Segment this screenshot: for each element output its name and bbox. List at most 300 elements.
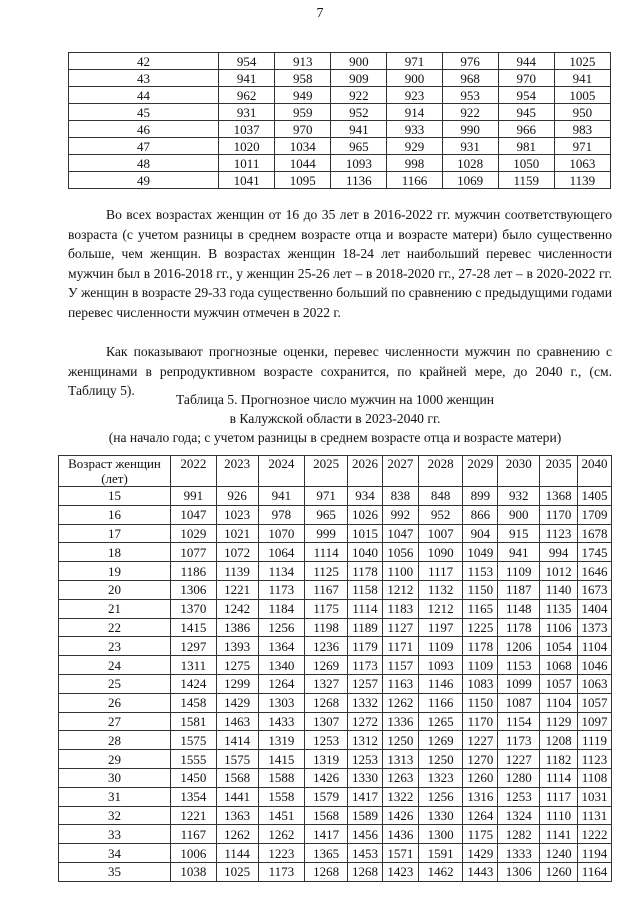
value-cell: 962 — [219, 87, 275, 104]
table-5-header-row — [59, 456, 612, 487]
header-year: 2023 — [216, 456, 258, 487]
age-cell: 35 — [59, 862, 171, 881]
table-row — [59, 844, 612, 863]
value-cell: 1056 — [382, 543, 418, 562]
table-row — [69, 70, 611, 87]
table-row — [59, 487, 612, 506]
value-cell: 1260 — [540, 862, 578, 881]
value-cell: 1453 — [348, 844, 383, 863]
value-cell: 1316 — [463, 787, 498, 806]
value-cell: 1268 — [305, 862, 348, 881]
value-cell: 1240 — [540, 844, 578, 863]
value-cell: 1123 — [577, 750, 611, 769]
table-row — [69, 87, 611, 104]
table-row — [59, 656, 612, 675]
value-cell: 1109 — [418, 637, 463, 656]
value-cell: 1095 — [275, 172, 331, 189]
age-cell: 34 — [59, 844, 171, 863]
table-5-title-line-1: Таблица 5. Прогнозное число мужчин на 1000 женщин — [175, 392, 495, 407]
value-cell: 1012 — [540, 562, 578, 581]
value-cell: 1028 — [442, 155, 498, 172]
value-cell: 914 — [387, 104, 442, 121]
value-cell: 1087 — [498, 693, 540, 712]
value-cell: 1068 — [540, 656, 578, 675]
value-cell: 954 — [498, 87, 554, 104]
value-cell: 1426 — [305, 768, 348, 787]
value-cell: 1443 — [463, 862, 498, 881]
value-cell: 971 — [554, 138, 610, 155]
value-cell: 1189 — [348, 618, 383, 637]
value-cell: 1256 — [258, 618, 305, 637]
value-cell: 929 — [387, 138, 442, 155]
value-cell: 1250 — [418, 750, 463, 769]
value-cell: 1183 — [382, 599, 418, 618]
value-cell: 1365 — [305, 844, 348, 863]
table-row — [59, 543, 612, 562]
value-cell: 1270 — [463, 750, 498, 769]
value-cell: 1011 — [219, 155, 275, 172]
value-cell: 931 — [442, 138, 498, 155]
value-cell: 1313 — [382, 750, 418, 769]
value-cell: 992 — [382, 505, 418, 524]
value-cell: 1044 — [275, 155, 331, 172]
table-row — [59, 731, 612, 750]
value-cell: 1026 — [348, 505, 383, 524]
value-cell: 1131 — [577, 806, 611, 825]
age-cell: 26 — [59, 693, 171, 712]
value-cell: 1280 — [498, 768, 540, 787]
value-cell: 1173 — [258, 862, 305, 881]
value-cell: 970 — [498, 70, 554, 87]
value-cell: 1135 — [540, 599, 578, 618]
value-cell: 1386 — [216, 618, 258, 637]
value-cell: 1253 — [305, 731, 348, 750]
value-cell: 941 — [498, 543, 540, 562]
value-cell: 1148 — [498, 599, 540, 618]
value-cell: 1099 — [498, 674, 540, 693]
value-cell: 1236 — [305, 637, 348, 656]
value-cell: 1154 — [498, 712, 540, 731]
value-cell: 1134 — [258, 562, 305, 581]
value-cell: 1429 — [216, 693, 258, 712]
value-cell: 900 — [331, 53, 387, 70]
value-cell: 999 — [305, 524, 348, 543]
value-cell: 1173 — [498, 731, 540, 750]
age-cell: 29 — [59, 750, 171, 769]
value-cell: 952 — [331, 104, 387, 121]
value-cell: 1269 — [305, 656, 348, 675]
value-cell: 1144 — [216, 844, 258, 863]
value-cell: 1175 — [305, 599, 348, 618]
value-cell: 1104 — [577, 637, 611, 656]
age-cell: 23 — [59, 637, 171, 656]
value-cell: 1263 — [382, 768, 418, 787]
value-cell: 1150 — [463, 580, 498, 599]
value-cell: 952 — [418, 505, 463, 524]
value-cell: 1167 — [305, 580, 348, 599]
table-row — [59, 750, 612, 769]
header-age: Возраст женщин (лет) — [59, 456, 171, 487]
value-cell: 1047 — [171, 505, 217, 524]
value-cell: 1141 — [540, 825, 578, 844]
value-cell: 1114 — [540, 768, 578, 787]
value-cell: 1136 — [331, 172, 387, 189]
value-cell: 1072 — [216, 543, 258, 562]
value-cell: 1458 — [171, 693, 217, 712]
value-cell: 1206 — [498, 637, 540, 656]
age-cell: 43 — [69, 70, 219, 87]
value-cell: 1300 — [418, 825, 463, 844]
value-cell: 1031 — [577, 787, 611, 806]
header-year: 2022 — [171, 456, 217, 487]
value-cell: 1212 — [418, 599, 463, 618]
value-cell: 1040 — [348, 543, 383, 562]
age-cell: 16 — [59, 505, 171, 524]
value-cell: 1157 — [382, 656, 418, 675]
value-cell: 1170 — [540, 505, 578, 524]
table-4-continued — [68, 52, 611, 189]
value-cell: 1109 — [463, 656, 498, 675]
value-cell: 900 — [498, 505, 540, 524]
header-year: 2029 — [463, 456, 498, 487]
value-cell: 1109 — [498, 562, 540, 581]
value-cell: 1327 — [305, 674, 348, 693]
table-row — [69, 172, 611, 189]
value-cell: 970 — [275, 121, 331, 138]
header-year: 2026 — [348, 456, 383, 487]
value-cell: 966 — [498, 121, 554, 138]
value-cell: 1354 — [171, 787, 217, 806]
value-cell: 1020 — [219, 138, 275, 155]
value-cell: 965 — [305, 505, 348, 524]
page-number: 7 — [316, 6, 324, 21]
age-cell: 32 — [59, 806, 171, 825]
value-cell: 1324 — [498, 806, 540, 825]
value-cell: 1256 — [418, 787, 463, 806]
value-cell: 1253 — [498, 787, 540, 806]
value-cell: 926 — [216, 487, 258, 506]
value-cell: 1049 — [463, 543, 498, 562]
table-row — [59, 580, 612, 599]
age-cell: 24 — [59, 656, 171, 675]
value-cell: 1307 — [305, 712, 348, 731]
value-cell: 1673 — [577, 580, 611, 599]
value-cell: 1588 — [258, 768, 305, 787]
table-row — [59, 693, 612, 712]
value-cell: 1097 — [577, 712, 611, 731]
value-cell: 1173 — [258, 580, 305, 599]
value-cell: 1463 — [216, 712, 258, 731]
value-cell: 1404 — [577, 599, 611, 618]
value-cell: 1057 — [577, 693, 611, 712]
value-cell: 1568 — [305, 806, 348, 825]
value-cell: 1323 — [418, 768, 463, 787]
value-cell: 1311 — [171, 656, 217, 675]
age-cell: 49 — [69, 172, 219, 189]
value-cell: 1173 — [348, 656, 383, 675]
value-cell: 1333 — [498, 844, 540, 863]
value-cell: 922 — [442, 104, 498, 121]
age-cell: 48 — [69, 155, 219, 172]
value-cell: 1264 — [258, 674, 305, 693]
value-cell: 1021 — [216, 524, 258, 543]
value-cell: 1575 — [171, 731, 217, 750]
value-cell: 1194 — [577, 844, 611, 863]
value-cell: 1153 — [463, 562, 498, 581]
value-cell: 1424 — [171, 674, 217, 693]
value-cell: 1340 — [258, 656, 305, 675]
value-cell: 1050 — [498, 155, 554, 172]
value-cell: 1179 — [348, 637, 383, 656]
value-cell: 1029 — [171, 524, 217, 543]
value-cell: 941 — [331, 121, 387, 138]
value-cell: 944 — [498, 53, 554, 70]
table-row — [59, 862, 612, 881]
table-row — [59, 637, 612, 656]
value-cell: 1015 — [348, 524, 383, 543]
value-cell: 923 — [387, 87, 442, 104]
value-cell: 1265 — [418, 712, 463, 731]
value-cell: 1158 — [348, 580, 383, 599]
value-cell: 1165 — [463, 599, 498, 618]
value-cell: 1166 — [418, 693, 463, 712]
value-cell: 1110 — [540, 806, 578, 825]
value-cell: 1119 — [577, 731, 611, 750]
value-cell: 922 — [331, 87, 387, 104]
table-row — [59, 562, 612, 581]
value-cell: 1070 — [258, 524, 305, 543]
value-cell: 904 — [463, 524, 498, 543]
value-cell: 1054 — [540, 637, 578, 656]
value-cell: 1709 — [577, 505, 611, 524]
value-cell: 1306 — [171, 580, 217, 599]
value-cell: 1007 — [418, 524, 463, 543]
value-cell: 1178 — [463, 637, 498, 656]
value-cell: 1558 — [258, 787, 305, 806]
table-row — [69, 104, 611, 121]
value-cell: 1242 — [216, 599, 258, 618]
value-cell: 1171 — [382, 637, 418, 656]
value-cell: 900 — [387, 70, 442, 87]
header-year: 2025 — [305, 456, 348, 487]
value-cell: 1175 — [463, 825, 498, 844]
value-cell: 1222 — [577, 825, 611, 844]
table-row — [69, 155, 611, 172]
value-cell: 1363 — [216, 806, 258, 825]
age-cell: 47 — [69, 138, 219, 155]
age-cell: 25 — [59, 674, 171, 693]
value-cell: 1041 — [219, 172, 275, 189]
value-cell: 1140 — [540, 580, 578, 599]
table-row — [59, 787, 612, 806]
value-cell: 1114 — [348, 599, 383, 618]
value-cell: 1423 — [382, 862, 418, 881]
value-cell: 1005 — [554, 87, 610, 104]
age-cell: 44 — [69, 87, 219, 104]
value-cell: 1093 — [418, 656, 463, 675]
value-cell: 1579 — [305, 787, 348, 806]
value-cell: 1106 — [540, 618, 578, 637]
value-cell: 941 — [554, 70, 610, 87]
value-cell: 1429 — [463, 844, 498, 863]
value-cell: 848 — [418, 487, 463, 506]
value-cell: 1170 — [463, 712, 498, 731]
age-cell: 18 — [59, 543, 171, 562]
value-cell: 1260 — [463, 768, 498, 787]
value-cell: 1332 — [348, 693, 383, 712]
value-cell: 1568 — [216, 768, 258, 787]
value-cell: 949 — [275, 87, 331, 104]
value-cell: 1393 — [216, 637, 258, 656]
table-row — [69, 121, 611, 138]
age-cell: 21 — [59, 599, 171, 618]
value-cell: 978 — [258, 505, 305, 524]
value-cell: 1108 — [577, 768, 611, 787]
value-cell: 1268 — [305, 693, 348, 712]
value-cell: 1090 — [418, 543, 463, 562]
value-cell: 1227 — [463, 731, 498, 750]
age-cell: 30 — [59, 768, 171, 787]
value-cell: 1336 — [382, 712, 418, 731]
value-cell: 1163 — [382, 674, 418, 693]
value-cell: 1575 — [216, 750, 258, 769]
value-cell: 1571 — [382, 844, 418, 863]
value-cell: 1164 — [577, 862, 611, 881]
value-cell: 983 — [554, 121, 610, 138]
table-row — [59, 599, 612, 618]
value-cell: 1591 — [418, 844, 463, 863]
value-cell: 1426 — [382, 806, 418, 825]
value-cell: 1139 — [216, 562, 258, 581]
value-cell: 1178 — [348, 562, 383, 581]
value-cell: 1370 — [171, 599, 217, 618]
value-cell: 1745 — [577, 543, 611, 562]
value-cell: 971 — [305, 487, 348, 506]
value-cell: 1451 — [258, 806, 305, 825]
value-cell: 1223 — [258, 844, 305, 863]
value-cell: 1297 — [171, 637, 217, 656]
table-5 — [58, 455, 612, 882]
value-cell: 1057 — [540, 674, 578, 693]
value-cell: 1034 — [275, 138, 331, 155]
value-cell: 1197 — [418, 618, 463, 637]
value-cell: 994 — [540, 543, 578, 562]
age-cell: 45 — [69, 104, 219, 121]
table-row — [59, 505, 612, 524]
value-cell: 1069 — [442, 172, 498, 189]
value-cell: 1159 — [498, 172, 554, 189]
value-cell: 838 — [382, 487, 418, 506]
value-cell: 1262 — [216, 825, 258, 844]
value-cell: 1282 — [498, 825, 540, 844]
age-cell: 46 — [69, 121, 219, 138]
value-cell: 1166 — [387, 172, 442, 189]
table-5-title-line-3: (на начало года; с учетом разницы в среднем возрасте отца и возрасте матери) — [108, 430, 562, 445]
value-cell: 1319 — [258, 731, 305, 750]
paragraph-2: Как показывают прогнозные оценки, перевес численности мужчин по сравнению с женщинами в репродуктивном возрасте сохранится, по крайней мере, до 2040 г., (см. Таблицу 5). — [68, 344, 612, 398]
value-cell: 1083 — [463, 674, 498, 693]
value-cell: 1322 — [382, 787, 418, 806]
value-cell: 1023 — [216, 505, 258, 524]
value-cell: 1104 — [540, 693, 578, 712]
value-cell: 1182 — [540, 750, 578, 769]
value-cell: 941 — [258, 487, 305, 506]
value-cell: 1414 — [216, 731, 258, 750]
value-cell: 1417 — [305, 825, 348, 844]
value-cell: 1303 — [258, 693, 305, 712]
value-cell: 1306 — [498, 862, 540, 881]
value-cell: 1272 — [348, 712, 383, 731]
value-cell: 1589 — [348, 806, 383, 825]
value-cell: 1250 — [382, 731, 418, 750]
value-cell: 1678 — [577, 524, 611, 543]
value-cell: 1212 — [382, 580, 418, 599]
value-cell: 1146 — [418, 674, 463, 693]
value-cell: 934 — [348, 487, 383, 506]
table-row — [59, 825, 612, 844]
age-cell: 17 — [59, 524, 171, 543]
value-cell: 1221 — [216, 580, 258, 599]
value-cell: 1100 — [382, 562, 418, 581]
value-cell: 1555 — [171, 750, 217, 769]
value-cell: 899 — [463, 487, 498, 506]
value-cell: 1436 — [382, 825, 418, 844]
value-cell: 932 — [498, 487, 540, 506]
value-cell: 1184 — [258, 599, 305, 618]
value-cell: 954 — [219, 53, 275, 70]
value-cell: 1025 — [216, 862, 258, 881]
value-cell: 950 — [554, 104, 610, 121]
value-cell: 968 — [442, 70, 498, 87]
value-cell: 1221 — [171, 806, 217, 825]
value-cell: 1167 — [171, 825, 217, 844]
value-cell: 1368 — [540, 487, 578, 506]
table-row — [59, 674, 612, 693]
age-cell: 20 — [59, 580, 171, 599]
value-cell: 1047 — [382, 524, 418, 543]
table-row — [59, 768, 612, 787]
value-cell: 1415 — [258, 750, 305, 769]
value-cell: 1319 — [305, 750, 348, 769]
value-cell: 1264 — [463, 806, 498, 825]
table-row — [59, 618, 612, 637]
value-cell: 1038 — [171, 862, 217, 881]
value-cell: 1129 — [540, 712, 578, 731]
value-cell: 941 — [219, 70, 275, 87]
value-cell: 981 — [498, 138, 554, 155]
table-5-title-line-2: в Калужской области в 2023-2040 гг. — [229, 411, 441, 426]
age-cell: 15 — [59, 487, 171, 506]
value-cell: 1114 — [305, 543, 348, 562]
value-cell: 965 — [331, 138, 387, 155]
value-cell: 915 — [498, 524, 540, 543]
value-cell: 1262 — [258, 825, 305, 844]
value-cell: 1330 — [418, 806, 463, 825]
value-cell: 866 — [463, 505, 498, 524]
value-cell: 1299 — [216, 674, 258, 693]
value-cell: 1025 — [554, 53, 610, 70]
value-cell: 1208 — [540, 731, 578, 750]
value-cell: 1139 — [554, 172, 610, 189]
header-year: 2027 — [382, 456, 418, 487]
value-cell: 1006 — [171, 844, 217, 863]
value-cell: 1123 — [540, 524, 578, 543]
value-cell: 971 — [387, 53, 442, 70]
value-cell: 1275 — [216, 656, 258, 675]
table-row — [69, 53, 611, 70]
age-cell: 28 — [59, 731, 171, 750]
value-cell: 1405 — [577, 487, 611, 506]
